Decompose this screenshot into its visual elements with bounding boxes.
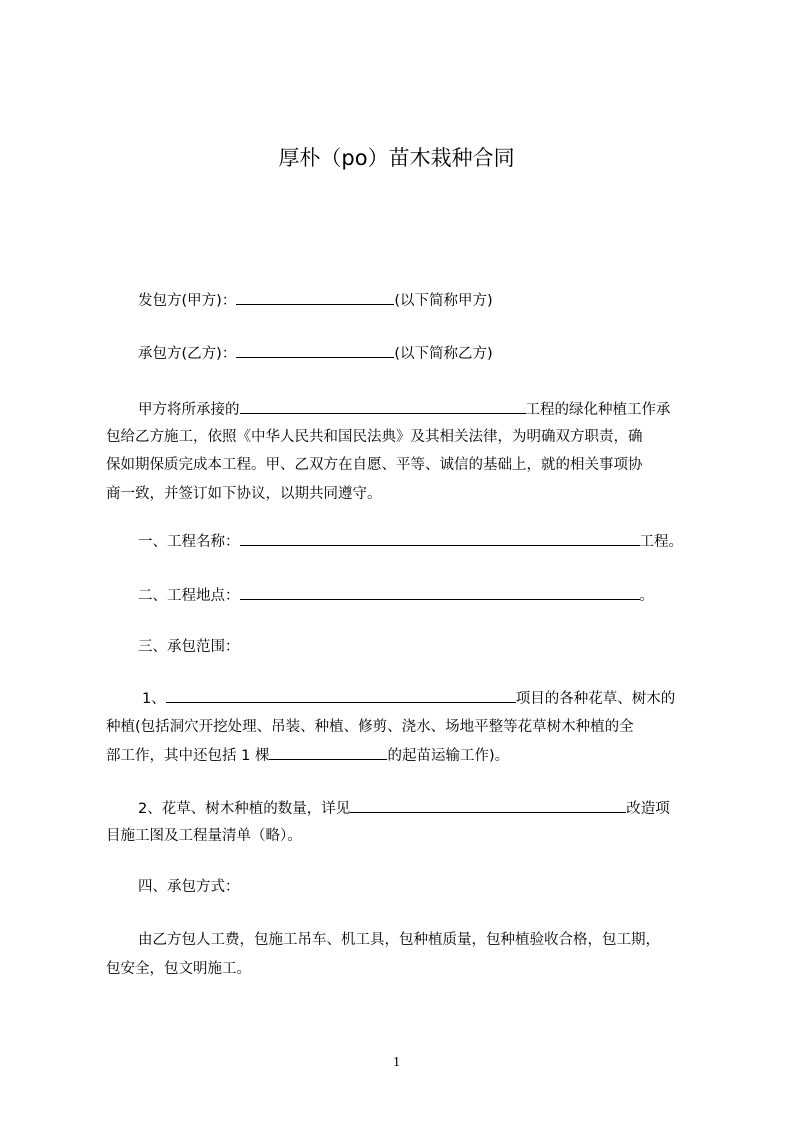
party-a-blank <box>236 290 394 305</box>
intro-line-4: 商一致，并签订如下协议，以期共同遵守。 <box>106 486 382 502</box>
item-text: 部工作，其中还包括 1 棵 <box>106 748 270 764</box>
party-a-suffix: (以下简称甲方) <box>394 293 493 309</box>
item-project-blank <box>166 688 516 703</box>
intro-line-3: 保如期保质完成本工程。甲、乙双方在自愿、平等、诚信的基础上，就的相关事项协 <box>106 457 643 473</box>
section-4-line-1: 由乙方包人工费，包施工吊车、机工具，包种植质量，包种植验收合格，包工期， <box>138 932 660 948</box>
section-3-item-2-line-2: 目施工图及工程量清单（略）。 <box>106 828 302 844</box>
section-1-suffix: 工程。 <box>639 534 683 550</box>
project-blank <box>240 399 526 414</box>
item-text: 项目的各种花草、树木的 <box>515 691 676 707</box>
section-1-line <box>138 531 683 552</box>
party-b-suffix: (以下简称乙方) <box>394 346 493 362</box>
section-4-heading: 四、承包方式： <box>138 879 240 895</box>
page-number: 1 <box>393 1055 400 1070</box>
section-1-label: 一、工程名称： <box>138 534 240 550</box>
item-text: 2、花草、树木种植的数量，详见 <box>138 801 351 817</box>
intro-text: 工程的绿化种植工作承 <box>525 402 671 418</box>
section-2-label: 二、工程地点： <box>138 588 240 604</box>
party-b-blank <box>236 343 394 358</box>
section-3-item-2 <box>138 798 670 819</box>
item-number: 1、 <box>142 691 166 707</box>
party-a-line <box>138 290 493 311</box>
intro-line-2: 包给乙方施工，依照《中华人民共和国民法典》及其相关法律，为明确双方职责，确 <box>106 429 643 445</box>
item-text: 改造项 <box>626 801 670 817</box>
item-text: 的起苗运输工作)。 <box>387 748 510 764</box>
section-4-line-2: 包安全，包文明施工。 <box>106 961 251 977</box>
section-3-item-1 <box>142 688 675 709</box>
section-3-item-1-line-2: 种植(包括洞穴开挖处理、吊装、种植、修剪、浇水、场地平整等花草树木种植的全 <box>106 719 634 735</box>
project-name-blank <box>240 531 640 546</box>
project-location-blank <box>240 585 640 600</box>
drawing-blank <box>350 798 626 813</box>
intro-line-1 <box>138 399 671 420</box>
section-2-line <box>138 585 654 606</box>
party-b-line <box>138 343 493 364</box>
party-a-label: 发包方(甲方)： <box>138 293 237 309</box>
tree-blank <box>269 745 387 760</box>
section-3-heading: 三、承包范围： <box>138 639 240 655</box>
document-title: 厚朴（po）苗木栽种合同 <box>278 146 515 170</box>
party-b-label: 承包方(乙方)： <box>138 346 237 362</box>
section-2-suffix: 。 <box>639 588 654 604</box>
intro-text: 甲方将所承接的 <box>138 402 240 418</box>
section-3-item-1-line-3 <box>106 745 509 766</box>
